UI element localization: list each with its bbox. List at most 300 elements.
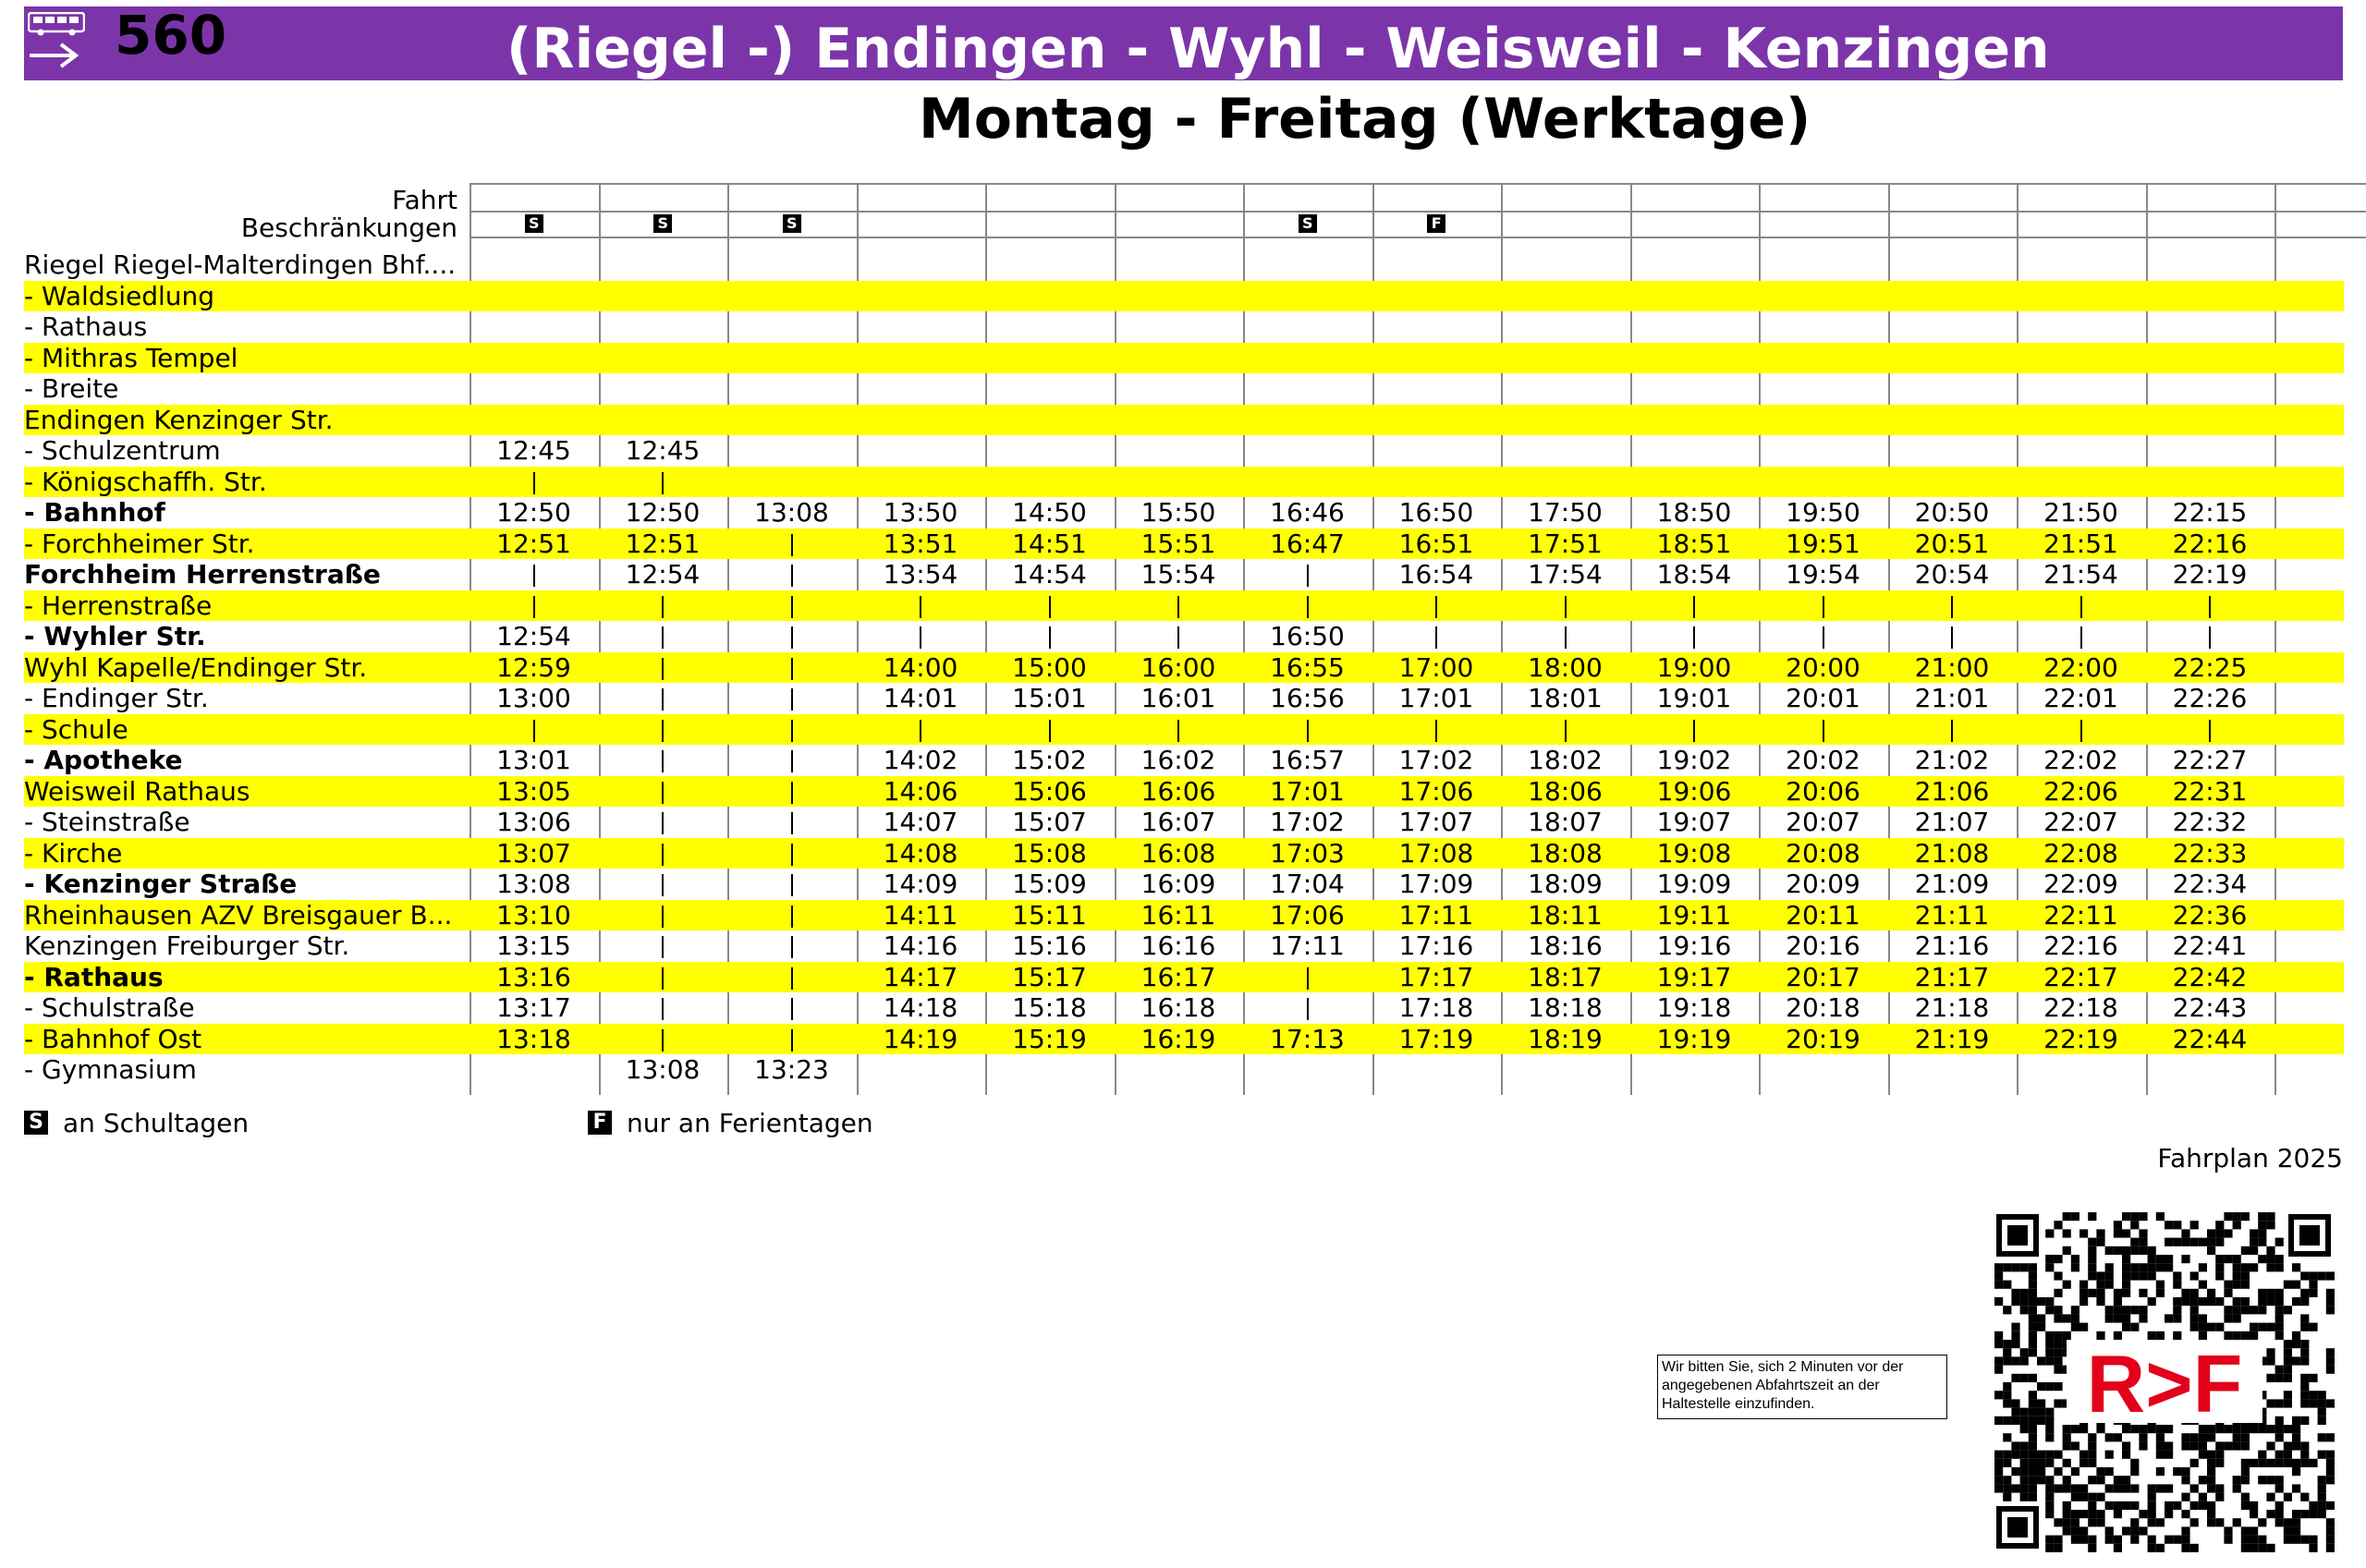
departure-time: 22:15 — [2172, 497, 2248, 528]
departure-time: 16:19 — [1140, 1023, 1216, 1054]
departure-time: 20:02 — [1786, 745, 1860, 775]
departure-time: 22:36 — [2172, 899, 2248, 930]
departure-time: 17:04 — [1270, 869, 1345, 899]
departure-time: 13:10 — [496, 899, 571, 930]
departure-time: 12:59 — [496, 651, 571, 683]
departure-time: 20:18 — [1786, 992, 1860, 1023]
pass-through-marker — [599, 467, 727, 498]
pass-through-marker — [599, 869, 727, 900]
departure-time: 19:08 — [1656, 837, 1732, 869]
pass-through-marker — [599, 714, 727, 746]
departure-time: 16:55 — [1270, 651, 1345, 683]
departure-time: 20:50 — [1914, 497, 1990, 528]
departure-time: 18:18 — [1528, 992, 1603, 1023]
stop-name: - Königschaffh. Str. — [24, 466, 267, 497]
departure-time: 15:17 — [1012, 961, 1087, 992]
departure-time: 22:25 — [2172, 651, 2248, 683]
day-title: Montag - Freitag (Werktage) — [919, 87, 1811, 152]
qr-finder-bottom-left — [1996, 1506, 2039, 1549]
pass-through-marker — [1501, 621, 1629, 652]
pass-through-marker — [1243, 992, 1372, 1024]
stop-name: Forchheim Herrenstraße — [24, 559, 381, 590]
departure-time: 14:16 — [883, 930, 958, 961]
pass-through-marker — [470, 559, 598, 590]
pass-through-marker — [599, 900, 727, 931]
departure-time: 22:16 — [2172, 528, 2248, 559]
departure-time: 13:05 — [496, 775, 571, 807]
pass-through-marker — [2146, 590, 2275, 622]
stop-name: Riegel Riegel-Malterdingen Bhf.... — [24, 249, 457, 280]
departure-time: 22:18 — [2043, 992, 2118, 1023]
pass-through-marker — [727, 992, 856, 1024]
departure-time: 16:18 — [1140, 992, 1216, 1023]
departure-time: 16:46 — [1270, 497, 1345, 528]
route-title: (Riegel -) Endingen - Wyhl - Weisweil - Kenzingen — [506, 17, 2050, 81]
departure-time: 16:17 — [1140, 961, 1216, 992]
stop-name: - Kenzinger Straße — [24, 869, 298, 899]
pass-through-marker — [2146, 714, 2275, 746]
stop-name: - Kirche — [24, 837, 123, 869]
departure-time: 16:09 — [1140, 869, 1216, 899]
departure-time: 15:51 — [1140, 528, 1216, 559]
departure-time: 19:07 — [1656, 807, 1732, 837]
departure-time: 13:23 — [754, 1054, 829, 1085]
departure-time: 16:07 — [1140, 807, 1216, 837]
departure-time: 17:51 — [1528, 528, 1603, 559]
departure-time: 22:11 — [2043, 899, 2118, 930]
departure-time: 16:56 — [1270, 683, 1345, 713]
pass-through-marker — [599, 992, 727, 1024]
departure-time: 19:17 — [1656, 961, 1732, 992]
pass-through-marker — [599, 621, 727, 652]
pass-through-marker — [1372, 590, 1501, 622]
departure-time: 22:41 — [2172, 930, 2248, 961]
stop-name: Endingen Kenzinger Str. — [24, 404, 334, 435]
departure-time: 12:54 — [625, 559, 701, 590]
departure-time: 15:50 — [1140, 497, 1216, 528]
departure-time: 15:08 — [1012, 837, 1087, 869]
departure-time: 18:17 — [1528, 961, 1603, 992]
departure-time: 21:00 — [1914, 651, 1990, 683]
holiday-days-badge: F — [588, 1111, 612, 1135]
qr-finder-top-right — [2288, 1214, 2331, 1257]
departure-time: 15:11 — [1012, 899, 1087, 930]
departure-time: 12:50 — [625, 497, 701, 528]
pass-through-marker — [857, 621, 985, 652]
departure-time: 17:09 — [1398, 869, 1474, 899]
departure-time: 21:54 — [2043, 559, 2118, 590]
departure-time: 19:18 — [1656, 992, 1732, 1023]
line-number: 560 — [115, 4, 227, 67]
pass-through-marker — [2017, 621, 2145, 652]
pass-through-marker — [2017, 714, 2145, 746]
departure-time: 13:00 — [496, 683, 571, 713]
departure-time: 20:08 — [1786, 837, 1860, 869]
departure-time: 20:06 — [1786, 775, 1860, 807]
departure-time: 21:19 — [1914, 1023, 1990, 1054]
stop-name: - Breite — [24, 373, 119, 404]
departure-time: 14:50 — [1012, 497, 1087, 528]
departure-time: 18:09 — [1528, 869, 1603, 899]
departure-time: 21:18 — [1914, 992, 1990, 1023]
departure-time: 22:27 — [2172, 745, 2248, 775]
departure-time: 16:11 — [1140, 899, 1216, 930]
departure-time: 17:07 — [1398, 807, 1474, 837]
departure-time: 14:07 — [883, 807, 958, 837]
pass-through-marker — [599, 652, 727, 684]
departure-time: 18:54 — [1656, 559, 1732, 590]
pass-through-marker — [727, 683, 856, 714]
departure-time: 14:01 — [883, 683, 958, 713]
stop-name: - Schulstraße — [24, 992, 195, 1023]
departure-time: 17:00 — [1398, 651, 1474, 683]
departure-time: 17:01 — [1398, 683, 1474, 713]
departure-time: 18:16 — [1528, 930, 1603, 961]
departure-time: 14:51 — [1012, 528, 1087, 559]
pass-through-marker — [727, 1024, 856, 1055]
stop-name: - Bahnhof — [24, 497, 165, 528]
departure-time: 22:02 — [2043, 745, 2118, 775]
departure-time: 12:51 — [496, 528, 571, 559]
departure-time: 21:08 — [1914, 837, 1990, 869]
departure-time: 22:31 — [2172, 775, 2248, 807]
departure-time: 16:54 — [1398, 559, 1474, 590]
stop-name: Weisweil Rathaus — [24, 775, 250, 807]
pass-through-marker — [985, 714, 1114, 746]
departure-time: 18:08 — [1528, 837, 1603, 869]
departure-time: 15:00 — [1012, 651, 1087, 683]
departure-time: 22:44 — [2172, 1023, 2248, 1054]
departure-time: 20:01 — [1786, 683, 1860, 713]
departure-time: 20:19 — [1786, 1023, 1860, 1054]
restriction-badge: F — [1427, 214, 1445, 233]
departure-time: 19:16 — [1656, 930, 1732, 961]
departure-time: 20:00 — [1786, 651, 1860, 683]
departure-time: 21:50 — [2043, 497, 2118, 528]
departure-time: 21:17 — [1914, 961, 1990, 992]
departure-time: 16:50 — [1398, 497, 1474, 528]
pass-through-marker — [2017, 590, 2145, 622]
pass-through-marker — [727, 838, 856, 869]
departure-time: 18:01 — [1528, 683, 1603, 713]
departure-time: 16:08 — [1140, 837, 1216, 869]
departure-time: 17:19 — [1398, 1023, 1474, 1054]
pass-through-marker — [727, 559, 856, 590]
departure-time: 12:45 — [496, 435, 571, 466]
departure-notice: Wir bitten Sie, sich 2 Minuten vor der angegebenen Abfahrtszeit an der Haltestelle einzufinden. — [1657, 1355, 1947, 1419]
departure-time: 22:16 — [2043, 930, 2118, 961]
pass-through-marker — [857, 714, 985, 746]
stop-name: - Schulzentrum — [24, 435, 221, 466]
pass-through-marker — [985, 621, 1114, 652]
departure-time: 17:16 — [1398, 930, 1474, 961]
pass-through-marker — [727, 714, 856, 746]
departure-time: 16:16 — [1140, 930, 1216, 961]
pass-through-marker — [727, 930, 856, 962]
pass-through-marker — [1372, 621, 1501, 652]
stop-name: Wyhl Kapelle/Endinger Str. — [24, 651, 368, 683]
departure-time: 13:16 — [496, 961, 571, 992]
pass-through-marker — [727, 529, 856, 560]
departure-time: 22:26 — [2172, 683, 2248, 713]
departure-time: 13:17 — [496, 992, 571, 1023]
departure-time: 21:51 — [2043, 528, 2118, 559]
pass-through-marker — [1630, 714, 1759, 746]
rvf-logo: R>F — [2086, 1338, 2243, 1429]
departure-time: 20:11 — [1786, 899, 1860, 930]
departure-time: 17:50 — [1528, 497, 1603, 528]
stop-name: - Mithras Tempel — [24, 342, 238, 373]
departure-time: 15:16 — [1012, 930, 1087, 961]
grid-vertical-line — [2275, 183, 2276, 1095]
departure-time: 17:13 — [1270, 1023, 1345, 1054]
departure-time: 16:51 — [1398, 528, 1474, 559]
departure-time: 17:18 — [1398, 992, 1474, 1023]
departure-time: 17:11 — [1398, 899, 1474, 930]
restriction-badge: S — [1299, 214, 1317, 233]
departure-time: 13:06 — [496, 807, 571, 837]
restriction-badge: S — [653, 214, 672, 233]
stop-name: Kenzingen Freiburger Str. — [24, 930, 350, 961]
departure-time: 19:01 — [1656, 683, 1732, 713]
restriction-badge: S — [525, 214, 543, 233]
pass-through-marker — [599, 838, 727, 869]
departure-time: 13:08 — [496, 869, 571, 899]
pass-through-marker — [727, 900, 856, 931]
departure-time: 16:01 — [1140, 683, 1216, 713]
grid-horizontal-line — [470, 183, 2366, 185]
departure-time: 22:08 — [2043, 837, 2118, 869]
pass-through-marker — [727, 869, 856, 900]
departure-time: 20:16 — [1786, 930, 1860, 961]
departure-time: 14:09 — [883, 869, 958, 899]
stop-name: - Forchheimer Str. — [24, 528, 255, 559]
arrow-right-icon — [28, 41, 81, 70]
departure-time: 20:09 — [1786, 869, 1860, 899]
departure-time: 16:57 — [1270, 745, 1345, 775]
departure-time: 18:06 — [1528, 775, 1603, 807]
bus-icon — [28, 12, 85, 36]
departure-time: 18:19 — [1528, 1023, 1603, 1054]
departure-time: 14:08 — [883, 837, 958, 869]
departure-time: 15:19 — [1012, 1023, 1087, 1054]
departure-time: 18:07 — [1528, 807, 1603, 837]
pass-through-marker — [1888, 590, 2017, 622]
departure-time: 14:17 — [883, 961, 958, 992]
departure-time: 21:09 — [1914, 869, 1990, 899]
departure-time: 15:09 — [1012, 869, 1087, 899]
departure-time: 14:19 — [883, 1023, 958, 1054]
fahrt-label: Fahrt — [392, 185, 457, 215]
departure-time: 13:07 — [496, 837, 571, 869]
stop-name: - Gymnasium — [24, 1054, 197, 1085]
pass-through-marker — [727, 590, 856, 622]
departure-time: 15:02 — [1012, 745, 1087, 775]
school-days-badge: S — [24, 1111, 48, 1135]
pass-through-marker — [470, 590, 598, 622]
pass-through-marker — [1501, 714, 1629, 746]
departure-time: 15:18 — [1012, 992, 1087, 1023]
departure-time: 14:18 — [883, 992, 958, 1023]
departure-time: 13:08 — [625, 1054, 701, 1085]
pass-through-marker — [1115, 621, 1243, 652]
beschraenkungen-label: Beschränkungen — [240, 213, 457, 243]
departure-time: 16:00 — [1140, 651, 1216, 683]
pass-through-marker — [1243, 714, 1372, 746]
departure-time: 12:54 — [496, 621, 571, 651]
departure-time: 17:06 — [1398, 775, 1474, 807]
departure-time: 16:47 — [1270, 528, 1345, 559]
pass-through-marker — [1243, 962, 1372, 993]
pass-through-marker — [727, 962, 856, 993]
departure-time: 12:50 — [496, 497, 571, 528]
departure-time: 18:11 — [1528, 899, 1603, 930]
departure-time: 14:00 — [883, 651, 958, 683]
stop-name: Rheinhausen AZV Breisgauer B... — [24, 899, 453, 930]
departure-time: 15:54 — [1140, 559, 1216, 590]
stop-name: - Apotheke — [24, 745, 183, 775]
departure-time: 15:06 — [1012, 775, 1087, 807]
pass-through-marker — [599, 683, 727, 714]
pass-through-marker — [1888, 714, 2017, 746]
departure-time: 19:51 — [1786, 528, 1860, 559]
departure-time: 21:01 — [1914, 683, 1990, 713]
departure-time: 14:54 — [1012, 559, 1087, 590]
qr-finder-top-left — [1996, 1214, 2039, 1257]
departure-time: 20:51 — [1914, 528, 1990, 559]
pass-through-marker — [1372, 714, 1501, 746]
departure-time: 19:11 — [1656, 899, 1732, 930]
departure-time: 16:02 — [1140, 745, 1216, 775]
departure-time: 21:16 — [1914, 930, 1990, 961]
stop-name: - Rathaus — [24, 311, 148, 342]
departure-time: 20:54 — [1914, 559, 1990, 590]
school-days-legend: an Schultagen — [63, 1108, 250, 1138]
departure-time: 22:17 — [2043, 961, 2118, 992]
departure-time: 15:07 — [1012, 807, 1087, 837]
departure-time: 21:07 — [1914, 807, 1990, 837]
pass-through-marker — [1888, 621, 2017, 652]
departure-time: 17:06 — [1270, 899, 1345, 930]
departure-time: 17:54 — [1528, 559, 1603, 590]
pass-through-marker — [599, 590, 727, 622]
stop-name: - Steinstraße — [24, 807, 190, 837]
pass-through-marker — [857, 590, 985, 622]
departure-time: 22:09 — [2043, 869, 2118, 899]
qr-code[interactable] — [1993, 1210, 2335, 1552]
pass-through-marker — [599, 930, 727, 962]
departure-time: 14:11 — [883, 899, 958, 930]
departure-time: 18:00 — [1528, 651, 1603, 683]
departure-time: 16:50 — [1270, 621, 1345, 651]
departure-time: 17:11 — [1270, 930, 1345, 961]
pass-through-marker — [985, 590, 1114, 622]
departure-time: 20:17 — [1786, 961, 1860, 992]
pass-through-marker — [599, 807, 727, 838]
pass-through-marker — [1243, 590, 1372, 622]
departure-time: 19:54 — [1786, 559, 1860, 590]
pass-through-marker — [1759, 621, 1887, 652]
pass-through-marker — [599, 962, 727, 993]
departure-time: 21:11 — [1914, 899, 1990, 930]
departure-time: 14:06 — [883, 775, 958, 807]
departure-time: 19:00 — [1656, 651, 1732, 683]
departure-time: 13:54 — [883, 559, 958, 590]
departure-time: 13:15 — [496, 930, 571, 961]
departure-time: 19:06 — [1656, 775, 1732, 807]
departure-time: 17:01 — [1270, 775, 1345, 807]
departure-time: 13:50 — [883, 497, 958, 528]
pass-through-marker — [599, 776, 727, 808]
departure-time: 18:51 — [1656, 528, 1732, 559]
departure-time: 16:06 — [1140, 775, 1216, 807]
pass-through-marker — [1759, 714, 1887, 746]
pass-through-marker — [1243, 559, 1372, 590]
departure-time: 22:32 — [2172, 807, 2248, 837]
departure-time: 12:51 — [625, 528, 701, 559]
departure-time: 22:42 — [2172, 961, 2248, 992]
pass-through-marker — [599, 1024, 727, 1055]
pass-through-marker — [727, 745, 856, 776]
departure-time: 17:17 — [1398, 961, 1474, 992]
stop-name: - Bahnhof Ost — [24, 1023, 202, 1054]
departure-time: 22:07 — [2043, 807, 2118, 837]
departure-time: 14:02 — [883, 745, 958, 775]
pass-through-marker — [2146, 621, 2275, 652]
departure-time: 19:19 — [1656, 1023, 1732, 1054]
departure-time: 21:06 — [1914, 775, 1990, 807]
departure-time: 22:06 — [2043, 775, 2118, 807]
fahrplan-year: Fahrplan 2025 — [2157, 1143, 2343, 1173]
pass-through-marker — [470, 714, 598, 746]
pass-through-marker — [1115, 714, 1243, 746]
pass-through-marker — [1759, 590, 1887, 622]
departure-time: 22:33 — [2172, 837, 2248, 869]
departure-time: 13:18 — [496, 1023, 571, 1054]
departure-time: 18:02 — [1528, 745, 1603, 775]
stop-name: - Rathaus — [24, 961, 164, 992]
departure-time: 12:45 — [625, 435, 701, 466]
grid-horizontal-line — [470, 237, 2366, 238]
departure-time: 22:19 — [2043, 1023, 2118, 1054]
departure-time: 13:51 — [883, 528, 958, 559]
departure-time: 22:34 — [2172, 869, 2248, 899]
restriction-badge: S — [783, 214, 801, 233]
stop-name: - Herrenstraße — [24, 590, 213, 621]
stop-name: - Wyhler Str. — [24, 621, 206, 651]
pass-through-marker — [727, 776, 856, 808]
departure-time: 22:43 — [2172, 992, 2248, 1023]
departure-time: 15:01 — [1012, 683, 1087, 713]
stop-name: - Waldsiedlung — [24, 280, 215, 311]
holiday-days-legend: nur an Ferientagen — [627, 1108, 873, 1138]
pass-through-marker — [599, 745, 727, 776]
departure-time: 22:01 — [2043, 683, 2118, 713]
departure-time: 19:50 — [1786, 497, 1860, 528]
pass-through-marker — [470, 467, 598, 498]
departure-time: 21:02 — [1914, 745, 1990, 775]
pass-through-marker — [1115, 590, 1243, 622]
departure-time: 17:03 — [1270, 837, 1345, 869]
departure-time: 19:09 — [1656, 869, 1732, 899]
departure-time: 18:50 — [1656, 497, 1732, 528]
departure-time: 20:07 — [1786, 807, 1860, 837]
stop-name: - Schule — [24, 713, 128, 745]
grid-horizontal-line — [470, 211, 2366, 213]
pass-through-marker — [727, 621, 856, 652]
pass-through-marker — [1630, 590, 1759, 622]
departure-time: 17:08 — [1398, 837, 1474, 869]
